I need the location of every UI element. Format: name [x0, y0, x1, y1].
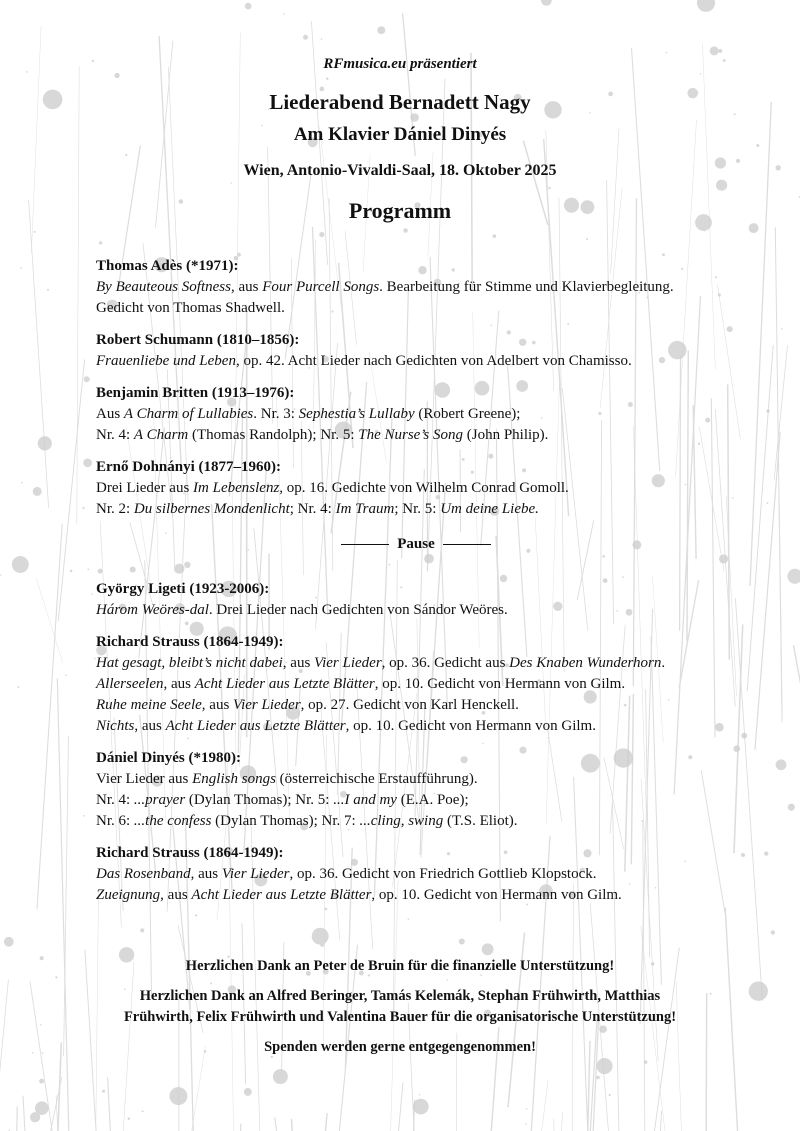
- work-line: [96, 298, 736, 319]
- work-text: , aus: [282, 655, 315, 671]
- work-title: English songs: [192, 771, 276, 787]
- work-text: , op. 36. Gedicht aus: [381, 655, 510, 671]
- program-entry: [96, 579, 736, 621]
- work-title: ...prayer: [133, 792, 186, 808]
- work-line: [96, 769, 736, 790]
- composer-name: Benjamin Britten (1913–1976):: [96, 385, 295, 401]
- work-line: [96, 600, 736, 621]
- work-line: [96, 695, 736, 716]
- program-entry: [96, 843, 736, 906]
- work-title: ...the confess: [133, 813, 212, 829]
- thanks-organizers-line-1: Herzlichen Dank an Alfred Beringer, Tamás Kelemák, Stephan Frühwirth, Matthias: [139, 988, 661, 1004]
- work-title: Vier Lieder: [314, 655, 382, 671]
- work-title: Acht Lieder aus Letzte Blätter: [194, 676, 375, 692]
- work-line: [96, 404, 736, 425]
- work-title: Vier Lieder: [233, 697, 301, 713]
- work-text: (österreichische Erstaufführung).: [275, 771, 478, 787]
- work-title: Három Weöres-dal: [96, 602, 209, 618]
- work-line: [96, 864, 736, 885]
- work-text: , op. 27. Gedicht von Karl Henckell.: [300, 697, 519, 713]
- thanks-sponsor: Herzlichen Dank an Peter de Bruin für die finanzielle Unterstützung!: [185, 958, 615, 974]
- work-text: (John Philip).: [462, 427, 549, 443]
- work-line: [96, 499, 736, 520]
- work-text: , aus: [190, 866, 222, 882]
- work-text: , aus: [230, 279, 263, 295]
- venue-date: Wien, Antonio-Vivaldi-Saal, 18. Oktober 2025: [243, 162, 557, 179]
- thanks-organizers-line-2: Frühwirth, Felix Frühwirth und Valentina Bauer für die organisatorische Unterstützung!: [123, 1009, 677, 1025]
- work-line: [96, 885, 736, 906]
- work-text: Nr. 4:: [96, 427, 134, 443]
- work-line: [96, 790, 736, 811]
- work-title: Im Traum: [335, 501, 395, 517]
- work-text: . Drei Lieder nach Gedichten von Sándor Weöres.: [208, 602, 508, 618]
- work-text: (Dylan Thomas); Nr. 5:: [185, 792, 334, 808]
- composer-name: Ernő Dohnányi (1877–1960):: [96, 459, 282, 475]
- composer-name: Thomas Adès (*1971):: [96, 258, 239, 274]
- work-title: Frauenliebe und Leben: [96, 353, 236, 369]
- pause-label: Pause: [397, 536, 435, 552]
- work-title: Four Purcell Songs: [262, 279, 380, 295]
- work-text: . Nr. 3:: [253, 406, 299, 422]
- work-line: [96, 351, 736, 372]
- program-list: [96, 256, 736, 917]
- work-text: , op. 10. Gedicht von Hermann von Gilm.: [345, 718, 596, 734]
- program-part-2: [96, 579, 736, 906]
- work-title: Du silbernes Mondenlicht: [133, 501, 290, 517]
- work-line: [96, 653, 736, 674]
- work-text: , aus: [201, 697, 234, 713]
- program-part-1: [96, 256, 736, 520]
- work-line: [96, 425, 736, 446]
- work-text: (E.A. Poe);: [396, 792, 469, 808]
- work-title: A Charm of Lullabies: [123, 406, 254, 422]
- work-title: Hat gesagt, bleibt’s nicht dabei: [96, 655, 283, 671]
- program-entry: [96, 330, 736, 372]
- work-title: Im Lebenslenz: [193, 480, 280, 496]
- pause-divider: [96, 534, 736, 555]
- work-text: , op. 10. Gedicht von Hermann von Gilm.: [371, 887, 622, 903]
- work-title: Um deine Liebe.: [440, 501, 539, 517]
- work-text: , aus: [134, 718, 166, 734]
- composer-name: Richard Strauss (1864-1949):: [96, 634, 284, 650]
- work-text: Drei Lieder aus: [96, 480, 194, 496]
- work-text: Aus: [96, 406, 124, 422]
- thanks-organizers: [70, 986, 730, 1028]
- acknowledgements: [70, 956, 730, 1067]
- work-text: , op. 42. Acht Lieder nach Gedichten von Adelbert von Chamisso.: [235, 353, 632, 369]
- work-title: The Nurse’s Song: [358, 427, 463, 443]
- work-title: Allerseelen: [96, 676, 164, 692]
- composer-name: Robert Schumann (1810–1856):: [96, 332, 300, 348]
- pause-rule-left: [341, 544, 389, 545]
- composer-name: Richard Strauss (1864-1949):: [96, 845, 284, 861]
- work-title: Des Knaben Wunderhorn: [509, 655, 662, 671]
- work-text: .: [661, 655, 666, 671]
- work-text: Nr. 2:: [96, 501, 134, 517]
- work-text: Nr. 4:: [96, 792, 134, 808]
- work-text: (Thomas Randolph); Nr. 5:: [188, 427, 359, 443]
- work-text: , op. 36. Gedicht von Friedrich Gottlieb Klopstock.: [289, 866, 597, 882]
- work-text: . Bearbeitung für Stimme und Klavierbegleitung.: [379, 279, 674, 295]
- program-entry: [96, 632, 736, 737]
- work-title: Vier Lieder: [221, 866, 290, 882]
- work-title: Acht Lieder aus Letzte Blätter: [165, 718, 346, 734]
- work-text: , op. 16. Gedichte von Wilhelm Conrad Gomoll.: [279, 480, 569, 496]
- work-text: ; Nr. 4:: [289, 501, 336, 517]
- program-entry: [96, 256, 736, 319]
- work-text: , op. 10. Gedicht von Hermann von Gilm.: [374, 676, 626, 692]
- work-line: [96, 811, 736, 832]
- work-title: Ruhe meine Seele: [96, 697, 202, 713]
- program-entry: [96, 457, 736, 520]
- work-line: [96, 674, 736, 695]
- composer-name: Dániel Dinyés (*1980):: [96, 750, 241, 766]
- work-title: A Charm: [133, 427, 189, 443]
- work-text: (Robert Greene);: [414, 406, 521, 422]
- concert-title: Liederabend Bernadett Nagy: [269, 90, 531, 114]
- presenter-line: RFmusica.eu präsentiert: [323, 56, 477, 72]
- pause-rule-right: [443, 544, 491, 545]
- pianist-subtitle: Am Klavier Dániel Dinyés: [293, 124, 507, 145]
- work-line: [96, 716, 736, 737]
- work-title: Sephestia’s Lullaby: [298, 406, 415, 422]
- composer-name: György Ligeti (1923-2006):: [96, 581, 270, 597]
- donations-note: Spenden werden gerne entgegengenommen!: [264, 1039, 536, 1055]
- work-text: Gedicht von Thomas Shadwell.: [96, 300, 285, 316]
- work-title: Nichts: [96, 718, 135, 734]
- work-text: (Dylan Thomas); Nr. 7:: [211, 813, 360, 829]
- work-line: [96, 277, 736, 298]
- work-text: Vier Lieder aus: [96, 771, 193, 787]
- program-heading: Programm: [348, 198, 452, 223]
- work-title: ...I and my: [333, 792, 397, 808]
- work-text: ; Nr. 5:: [394, 501, 441, 517]
- work-text: Nr. 6:: [96, 813, 134, 829]
- work-text: (T.S. Eliot).: [443, 813, 518, 829]
- program-entry: [96, 748, 736, 832]
- work-title: By Beauteous Softness: [96, 279, 231, 295]
- work-title: Zueignung: [96, 887, 161, 903]
- work-title: ...cling, swing: [359, 813, 444, 829]
- work-title: Das Rosenband: [96, 866, 191, 882]
- work-line: [96, 478, 736, 499]
- work-text: , aus: [160, 887, 192, 903]
- program-entry: [96, 383, 736, 446]
- work-title: Acht Lieder aus Letzte Blätter: [191, 887, 372, 903]
- work-text: , aus: [163, 676, 195, 692]
